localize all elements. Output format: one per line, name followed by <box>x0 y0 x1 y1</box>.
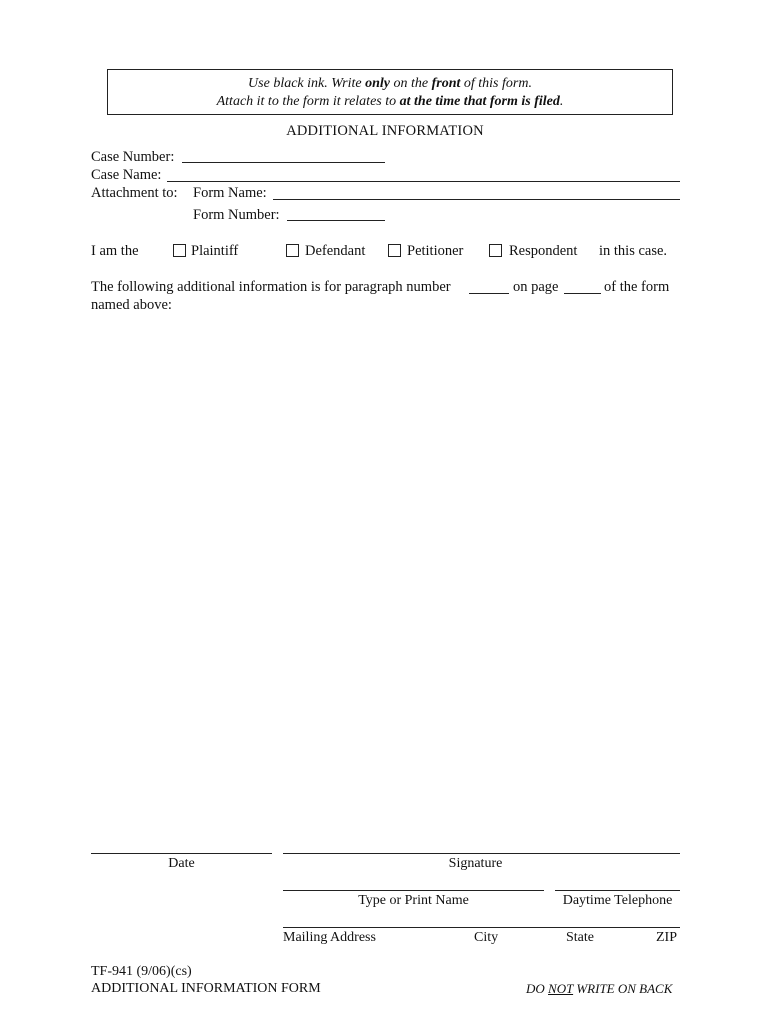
defendant-checkbox[interactable] <box>286 244 299 257</box>
plaintiff-checkbox[interactable] <box>173 244 186 257</box>
party-suffix: in this case. <box>599 243 668 259</box>
telephone-line[interactable] <box>555 890 680 891</box>
zip-label: ZIP <box>656 930 677 945</box>
signature-line[interactable] <box>283 853 680 854</box>
petitioner-checkbox[interactable] <box>388 244 401 257</box>
respondent-label: Respondent <box>509 243 578 259</box>
instructions-line-2: Attach it to the form it relates to at the time that form is filed. <box>216 94 564 109</box>
petitioner-label: Petitioner <box>407 243 464 259</box>
form-name-label: Form Name: <box>193 185 267 201</box>
telephone-label: Daytime Telephone <box>562 893 673 908</box>
page-title: ADDITIONAL INFORMATION <box>286 123 484 139</box>
print-name-label: Type or Print Name <box>358 893 469 908</box>
named-above-text: named above: <box>91 297 172 313</box>
case-name-field[interactable] <box>167 181 680 182</box>
signature-label: Signature <box>448 856 503 871</box>
respondent-checkbox[interactable] <box>489 244 502 257</box>
city-label: City <box>474 930 499 945</box>
form-footer <box>91 963 321 997</box>
form-number-field[interactable] <box>287 220 385 221</box>
instructions-line-1: Use black ink. Write only on the front of this form. <box>248 76 532 91</box>
instructions-box <box>107 69 673 115</box>
case-number-field[interactable] <box>182 162 385 163</box>
paragraph-number-field[interactable] <box>469 293 509 294</box>
state-label: State <box>566 930 594 945</box>
form-code: TF-941 (9/06)(cs) <box>91 964 192 979</box>
print-name-line[interactable] <box>283 890 544 891</box>
party-prefix: I am the <box>91 243 139 259</box>
mailing-address-label: Mailing Address <box>283 930 376 945</box>
paragraph-text: The following additional information is for paragraph number <box>91 279 451 295</box>
on-page-text: on page <box>513 279 559 295</box>
form-name-field[interactable] <box>273 199 680 200</box>
attachment-to-label: Attachment to: <box>91 185 178 201</box>
defendant-label: Defendant <box>305 243 366 259</box>
of-the-form-text: of the form <box>604 279 670 295</box>
address-line[interactable] <box>283 927 680 928</box>
case-name-label: Case Name: <box>91 167 162 183</box>
plaintiff-label: Plaintiff <box>191 243 239 259</box>
additional-information-area[interactable] <box>91 320 680 840</box>
case-number-label: Case Number: <box>91 149 175 165</box>
page-number-field[interactable] <box>564 293 601 294</box>
date-label: Date <box>168 856 195 871</box>
date-line[interactable] <box>91 853 272 854</box>
form-title-footer: ADDITIONAL INFORMATION FORM <box>91 981 321 996</box>
form-number-label: Form Number: <box>193 207 280 223</box>
do-not-write-on-back: DO NOT WRITE ON BACK <box>526 981 673 996</box>
